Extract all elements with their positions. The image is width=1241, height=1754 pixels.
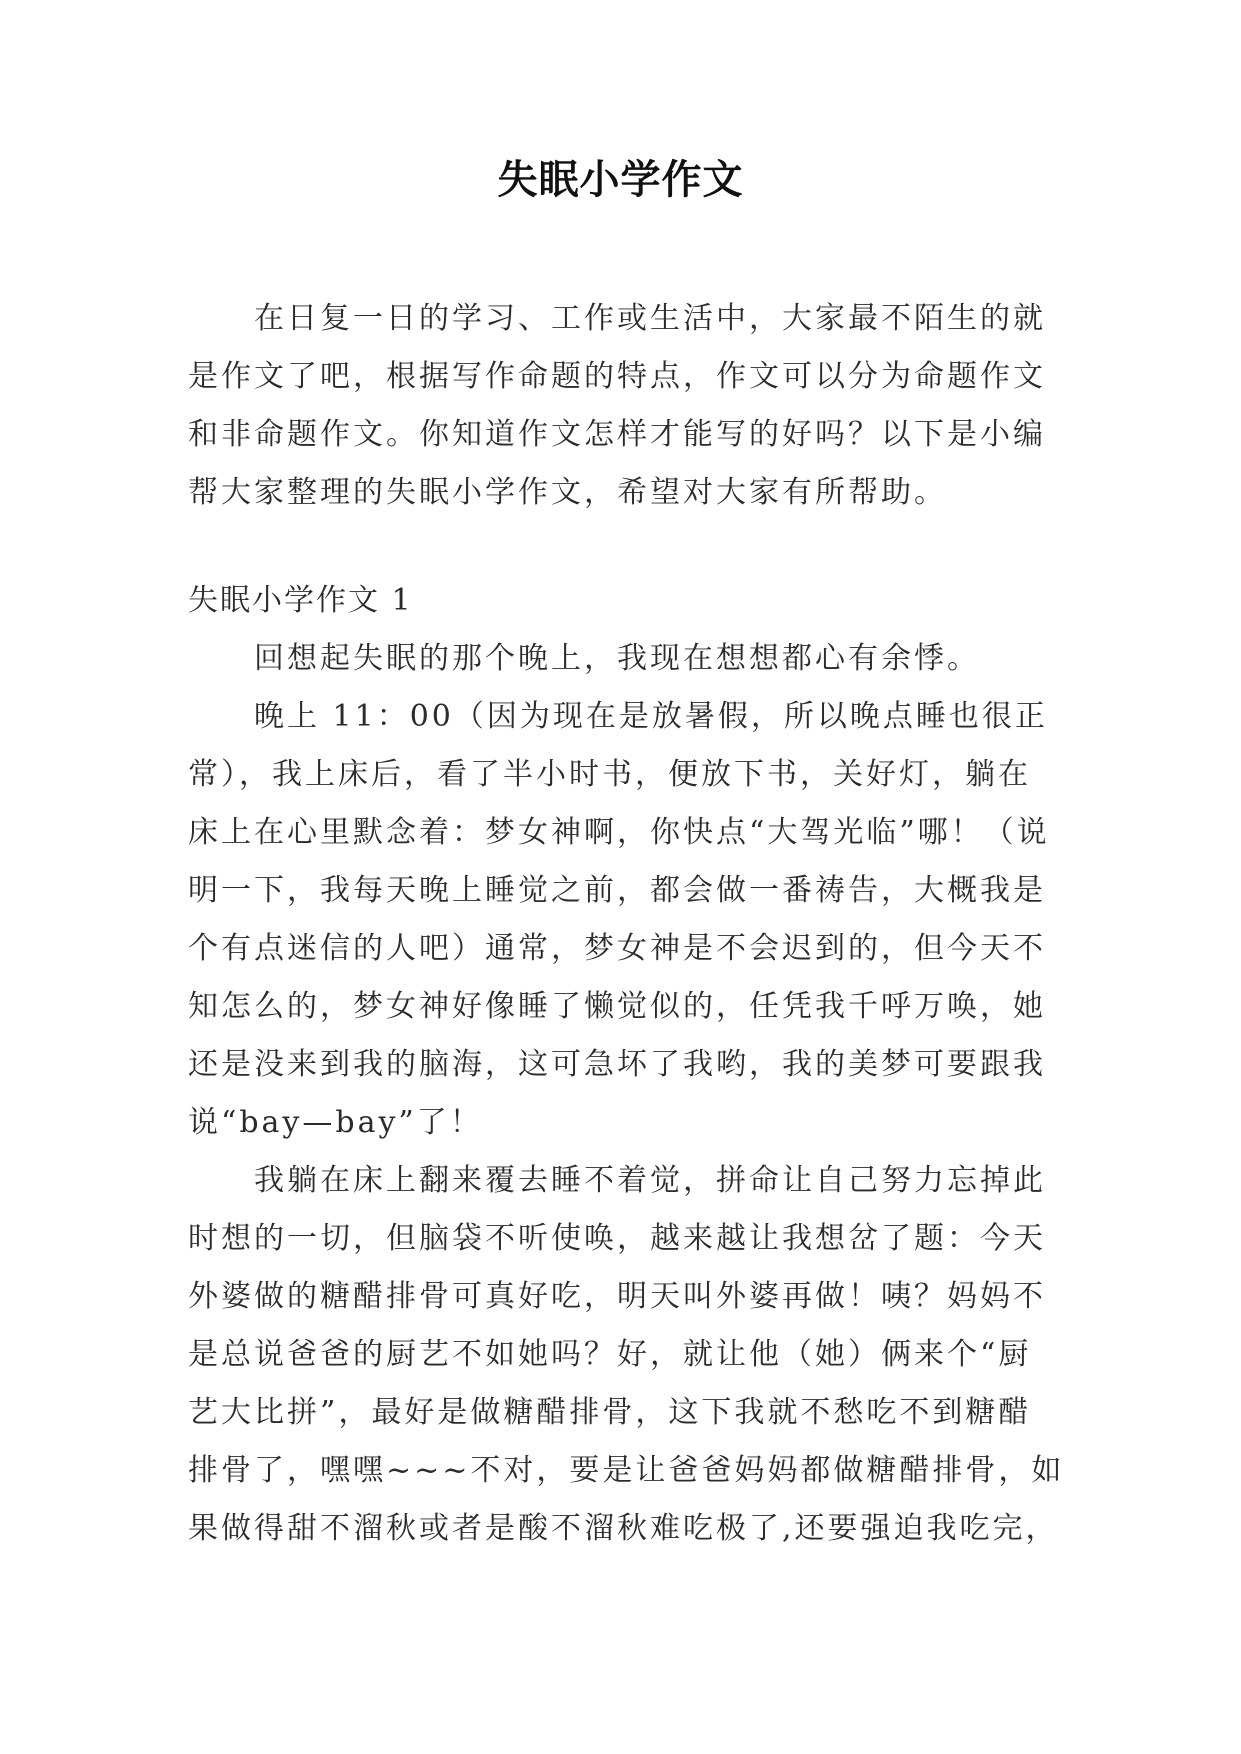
paragraph-line: 常），我上床后，看了半小时书，便放下书，关好灯，躺在 — [188, 757, 1031, 792]
intro-line: 和非命题作文。你知道作文怎样才能写的好吗？以下是小编 — [188, 417, 1046, 452]
intro-line: 帮大家整理的失眠小学作文，希望对大家有所帮助。 — [188, 475, 947, 510]
document-title: 失眠小学作文 — [497, 156, 744, 203]
paragraph-line: 是总说爸爸的厨艺不如她吗？好，就让他（她）俩来个“厨 — [188, 1337, 1032, 1372]
document-body — [188, 290, 1065, 1558]
paragraph-line: 外婆做的糖醋排骨可真好吃，明天叫外婆再做！咦？妈妈不 — [188, 1279, 1046, 1314]
paragraph-line: 个有点迷信的人吧）通常，梦女神是不会迟到的，但今天不 — [188, 931, 1046, 966]
paragraph-line: 果做得甜不溜秋或者是酸不溜秋难吃极了,还要强迫我吃完， — [188, 1511, 1059, 1546]
paragraph-line: 还是没来到我的脑海，这可急坏了我哟，我的美梦可要跟我 — [188, 1047, 1046, 1082]
section-heading: 失眠小学作文 1 — [188, 583, 413, 618]
paragraph-line: 晚上 11：00（因为现在是放暑假，所以晚点睡也很正 — [254, 699, 1048, 734]
paragraph-line: 时想的一切，但脑袋不听使唤，越来越让我想岔了题：今天 — [188, 1221, 1046, 1256]
paragraph-line: 知怎么的，梦女神好像睡了懒觉似的，任凭我千呼万唤，她 — [188, 989, 1046, 1024]
paragraph-line: 排骨了，嘿嘿~~~不对，要是让爸爸妈妈都做糖醋排骨，如 — [188, 1453, 1065, 1488]
paragraph-line: 我躺在床上翻来覆去睡不着觉，拼命让自己努力忘掉此 — [254, 1163, 1046, 1198]
intro-line: 在日复一日的学习、工作或生活中，大家最不陌生的就 — [254, 301, 1046, 336]
paragraph-line: 明一下，我每天晚上睡觉之前，都会做一番祷告，大概我是 — [188, 873, 1046, 908]
intro-line: 是作文了吧，根据写作命题的特点，作文可以分为命题作文 — [188, 359, 1046, 394]
paragraph-line: 床上在心里默念着：梦女神啊，你快点“大驾光临”哪！（说 — [188, 815, 1050, 850]
paragraph-line: 回想起失眠的那个晚上，我现在想想都心有余悸。 — [254, 641, 980, 676]
paragraph-line: 艺大比拼”，最好是做糖醋排骨，这下我就不愁吃不到糖醋 — [188, 1395, 1032, 1430]
paragraph-line: 说“bay—bay”了！ — [188, 1105, 483, 1140]
